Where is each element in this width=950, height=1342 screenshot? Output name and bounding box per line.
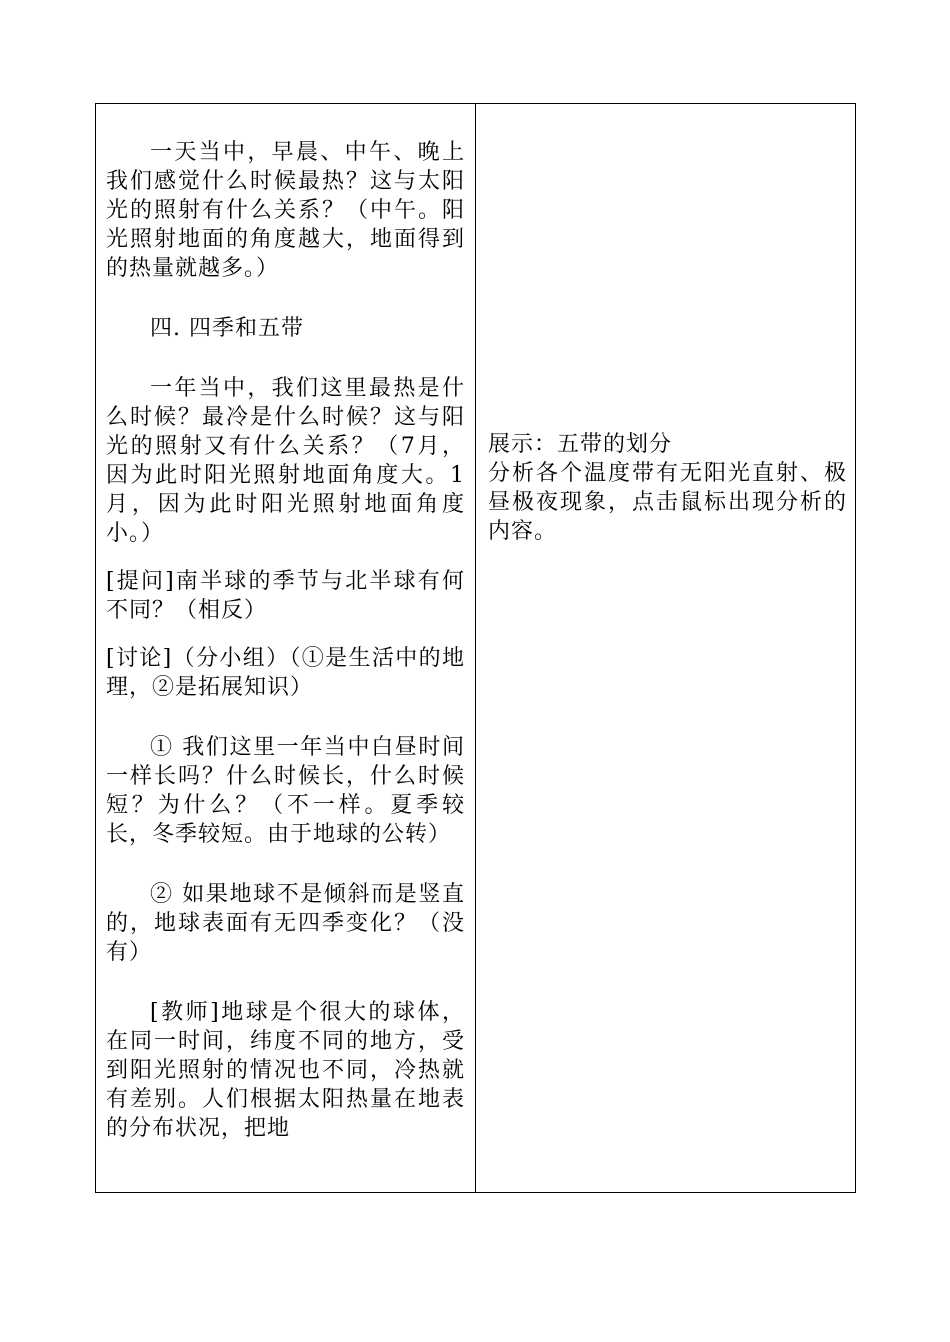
teaching-process-cell: [96, 104, 476, 1192]
note-show-zones: 展示：五带的划分: [488, 432, 673, 457]
paragraph-tilt: ② 如果地球不是倾斜而是竖直的，地球表面有无四季变化？（没有）: [106, 882, 465, 965]
paragraph-daylight: ① 我们这里一年当中白昼时间一样长吗？什么时候长，什么时候短？为什么？（不一样。夏季较长，冬季较短。由于地球的公转）: [106, 735, 465, 847]
paragraph-seasons: 一年当中，我们这里最热是什么时候？最冷是什么时候？这与阳光的照射又有什么关系？（7月，因为此时阳光照射地面角度大。1月，因为此时阳光照射地面角度小。）: [106, 376, 465, 546]
media-notes: [488, 430, 847, 546]
section-heading: 四. 四季和五带: [150, 316, 304, 341]
paragraph-discussion: [讨论]（分小组）（①是生活中的地理，②是拓展知识）: [106, 646, 465, 700]
note-analysis: 分析各个温度带有无阳光直射、极昼极夜现象，点击鼠标出现分析的内容。: [488, 461, 847, 544]
lesson-plan-table: [95, 103, 856, 1193]
paragraph-teacher: [教师]地球是个很大的球体，在同一时间，纬度不同的地方，受到阳光照射的情况也不同，冷热就有差别。人们根据太阳热量在地表的分布状况，把地: [106, 1000, 465, 1141]
paragraph-noon-heat: 一天当中，早晨、中午、晚上我们感觉什么时候最热？这与太阳光的照射有什么关系？（中午。阳光照射地面的角度越大，地面得到的热量就越多。）: [106, 140, 465, 281]
media-notes-cell: [476, 104, 855, 1192]
paragraph-question: [提问]南半球的季节与北半球有何不同？（相反）: [106, 569, 465, 623]
